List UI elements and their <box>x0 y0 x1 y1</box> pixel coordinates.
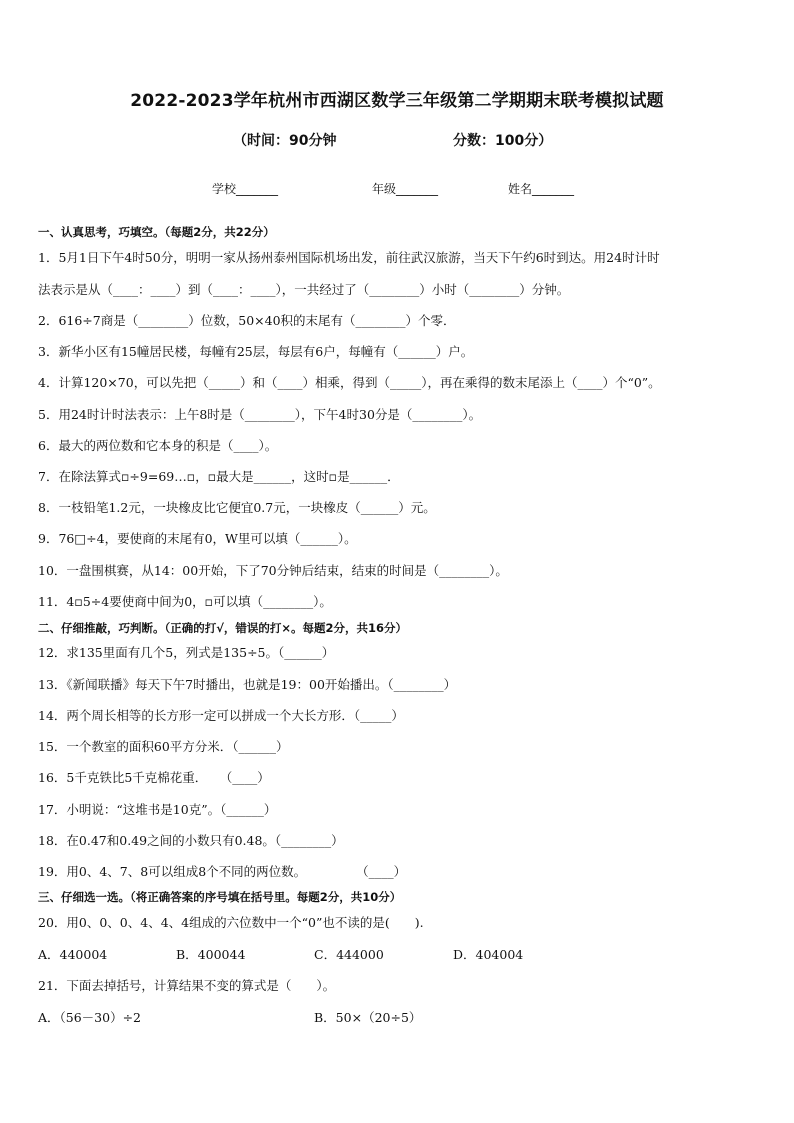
question-13: 13．《新闻联播》每天下午7时播出，也就是19：00开始播出。（________） <box>38 677 457 692</box>
question-21-option-a: A．（56－30）÷2 <box>38 1010 142 1025</box>
question-18: 18．在0.47和0.49之间的小数只有0.48。（________） <box>38 833 344 848</box>
question-7: 7．在除法算式▫÷9=69…▫，▫最大是______，这时▫是______． <box>38 469 400 484</box>
question-8: 8．一枝铅笔1.2元，一块橡皮比它便宜0.7元，一块橡皮（______）元。 <box>38 500 436 515</box>
exam-time: （时间：90分钟 <box>233 133 337 149</box>
question-2: 2．616÷7商是（________）位数，50×40积的末尾有（________）个零． <box>38 313 456 328</box>
grade-field: 年级_______ <box>372 182 439 196</box>
question-1-line-1: 1．5月1日下午4时50分，明明一家从扬州泰州国际机场出发，前往武汉旅游，当天下午约6时到达。用24时计时 <box>38 250 660 265</box>
question-6: 6．最大的两位数和它本身的积是（____）。 <box>38 438 278 453</box>
question-20-option-d: D．404004 <box>453 947 524 962</box>
exam-score: 分数：100分） <box>453 133 553 149</box>
question-14: 14．两个周长相等的长方形一定可以拼成一个大长方形．（_____） <box>38 708 404 723</box>
question-17: 17．小明说：“这堆书是10克”。（______） <box>38 802 277 817</box>
question-11: 11．4▫5÷4要使商中间为0，▫可以填（________）。 <box>38 594 332 609</box>
section-heading-fill-in: 一、认真思考，巧填空。（每题2分，共22分） <box>38 225 275 239</box>
question-16: 16．5千克铁比5千克棉花重． （____） <box>38 770 270 785</box>
question-3: 3．新华小区有15幢居民楼，每幢有25层，每层有6户，每幢有（______）户。 <box>38 344 474 359</box>
school-field: 学校_______ <box>212 182 279 196</box>
question-4: 4．计算120×70，可以先把（_____）和（____）相乘，得到（_____），再在乘得的数末尾添上（____）个“0”。 <box>38 375 661 390</box>
question-5: 5．用24时计时法表示：上午8时是（________），下午4时30分是（________）。 <box>38 407 482 422</box>
question-1-line-2: 法表示是从（____：____）到（____：____），一共经过了（________）小时（________）分钟。 <box>38 282 570 297</box>
question-20-option-c: C．444000 <box>314 947 384 962</box>
question-20-option-b: B．400044 <box>176 947 246 962</box>
question-15: 15．一个教室的面积60平方分米．（______） <box>38 739 289 754</box>
exam-title: 2022-2023学年杭州市西湖区数学三年级第二学期期末联考模拟试题 <box>130 91 664 111</box>
question-12: 12．求135里面有几个5，列式是135÷5。（______） <box>38 645 335 660</box>
question-20-option-a: A．440004 <box>38 947 108 962</box>
question-9: 9．76□÷4，要使商的末尾有0，W里可以填（______）。 <box>38 531 357 546</box>
question-21: 21．下面去掉括号，计算结果不变的算式是（ ）。 <box>38 978 336 993</box>
section-heading-multiple-choice: 三、仔细选一选。（将正确答案的序号填在括号里。每题2分，共10分） <box>38 890 402 904</box>
section-heading-true-false: 二、仔细推敲，巧判断。（正确的打√，错误的打×。每题2分，共16分） <box>38 621 408 635</box>
question-19: 19．用0、4、7、8可以组成8个不同的两位数。 （____） <box>38 864 407 879</box>
question-21-option-b: B．50×（20÷5） <box>314 1010 422 1025</box>
question-10: 10．一盘围棋赛，从14：00开始，下了70分钟后结束，结束的时间是（________）。 <box>38 563 508 578</box>
name-field: 姓名_______ <box>508 182 575 196</box>
question-20: 20．用0、0、0、4、4、4组成的六位数中一个“0”也不读的是( ). <box>38 915 424 930</box>
